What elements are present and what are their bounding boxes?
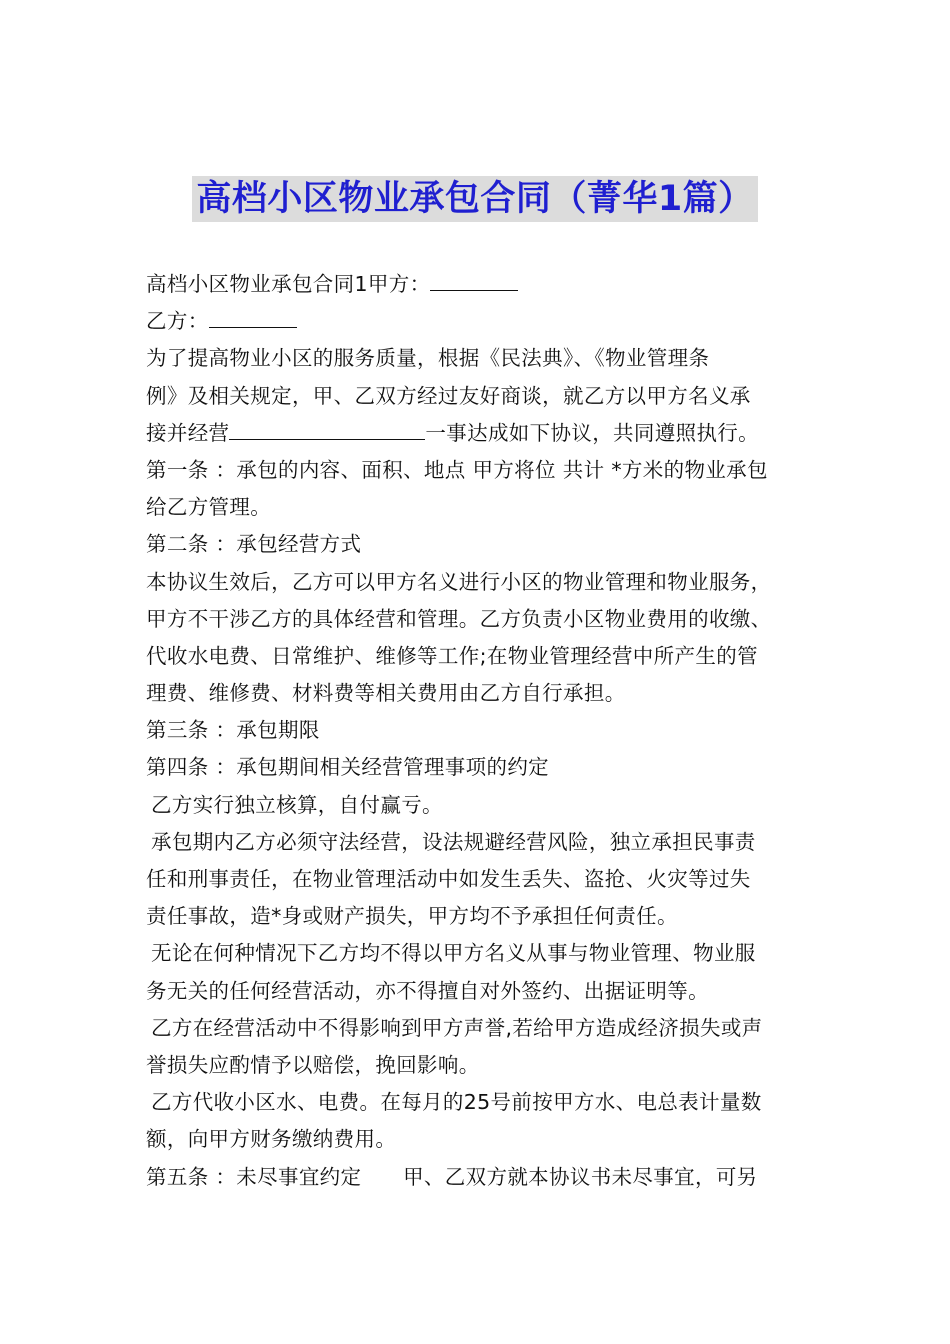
paragraph-line: 例》及相关规定，甲、乙双方经过友好商谈，就乙方以甲方名义承	[146, 383, 751, 408]
paragraph-line: 责任事故，造*身或财产损失，甲方均不予承担任何责任。	[146, 904, 678, 929]
document-body	[146, 266, 826, 1196]
paragraph-line	[146, 415, 826, 452]
fill-in-blank	[229, 417, 425, 440]
paragraph-line: 为了提高物业小区的服务质量，根据《民法典》、《物业管理条	[146, 346, 710, 371]
paragraph-line: 代收水电费、日常维护、维修等工作;在物业管理经营中所产生的管	[146, 643, 758, 668]
paragraph-line: 乙方代收小区水、电费。在每月的25号前按甲方水、电总表计量数	[151, 1090, 762, 1115]
article-2-heading: 第二条 ：承包经营方式	[146, 532, 362, 557]
line-party-b	[146, 303, 826, 340]
paragraph-line: 额，向甲方财务缴纳费用。	[146, 1127, 397, 1152]
paragraph-line: 承包期内乙方必须守法经营，设法规避经营风险，独立承担民事责	[151, 829, 756, 854]
article-1-heading: 第一条 ：承包的内容、面积、地点 甲方将位 共计 *方米的物业承包	[146, 457, 768, 482]
party-b-blank	[209, 305, 297, 328]
paragraph-line: 甲方不干涉乙方的具体经营和管理。乙方负责小区物业费用的收缴、	[146, 606, 772, 631]
paragraph-line: 给乙方管理。	[146, 495, 272, 520]
paragraph-line: 无论在何种情况下乙方均不得以甲方名义从事与物业管理、物业服	[151, 941, 756, 966]
article-4-heading: 第四条 ：承包期间相关经营管理事项的约定	[146, 755, 550, 780]
text-segment: 一事达成如下协议，共同遵照执行。	[425, 420, 760, 445]
title-container	[0, 176, 950, 222]
paragraph-line: 理费、维修费、材料费等相关费用由乙方自行承担。	[146, 681, 626, 706]
paragraph-line: 本协议生效后，乙方可以甲方名义进行小区的物业管理和物业服务，	[146, 569, 772, 594]
document-title: 高档小区物业承包合同（菁华1篇）	[192, 176, 757, 222]
party-a-label: 高档小区物业承包合同1甲方：	[146, 272, 431, 296]
party-a-blank	[430, 268, 518, 291]
paragraph-line: 乙方实行独立核算，自付赢亏。	[151, 792, 443, 817]
article-3-heading: 第三条 ：承包期限	[146, 718, 320, 743]
paragraph-line: 乙方在经营活动中不得影响到甲方声誉,若给甲方造成经济损失或声	[151, 1015, 763, 1040]
paragraph-line: 务无关的任何经营活动，亦不得擅自对外签约、出据证明等。	[146, 978, 709, 1003]
party-b-label: 乙方：	[146, 309, 209, 334]
article-5-heading: 第五条 ：未尽事宜约定 甲、乙双方就本协议书未尽事宜，可另	[146, 1164, 758, 1189]
paragraph-line: 任和刑事责任，在物业管理活动中如发生丢失、盗抢、火灾等过失	[146, 867, 751, 891]
line-party-a	[146, 266, 826, 303]
paragraph-line: 誉损失应酌情予以赔偿，挽回影响。	[146, 1052, 480, 1077]
text-segment: 接并经营	[146, 420, 230, 445]
